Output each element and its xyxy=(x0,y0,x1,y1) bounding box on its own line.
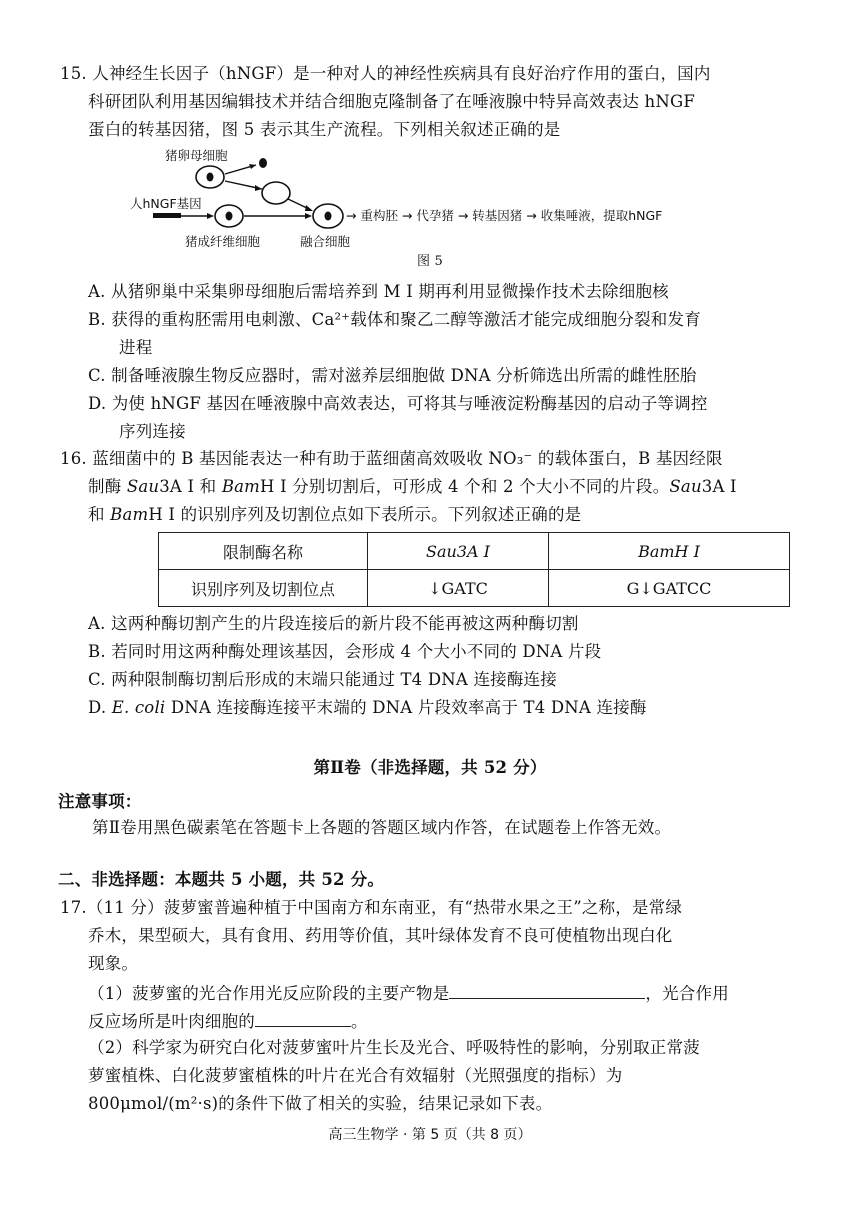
q15-option-b-line1: B. 获得的重构胚需用电刺激、Ca²⁺载体和聚乙二醇等激活才能完成细胞分裂和发育 xyxy=(88,310,701,329)
figure-5-production-flow xyxy=(110,146,800,256)
oocyte-nucleus xyxy=(207,173,214,182)
q16-stem-line2: 制酶 Sau3A Ⅰ 和 BamH Ⅰ 分别切割后，可形成 4 个和 2 个大小不同的片段。Sau3A Ⅰ xyxy=(88,477,737,496)
fused-nucleus xyxy=(325,212,332,221)
q15-option-d-line2: 序列连接 xyxy=(119,422,186,441)
enucleated-oocyte xyxy=(262,182,290,204)
q16-option-d: D. E. coli DNA 连接酶连接平末端的 DNA 片段效率高于 T4 DNA 连接酶 xyxy=(88,698,647,717)
table-header-cell: 限制酶名称 xyxy=(159,533,368,570)
q17-sub2-line3: 800μmol/(m²·s)的条件下做了相关的实验，结果记录如下表。 xyxy=(88,1094,553,1113)
answer-blank-2 xyxy=(255,1008,351,1027)
notice-label: 注意事项： xyxy=(58,792,142,811)
table-cell: 识别序列及切割位点 xyxy=(159,570,368,607)
q17-sub2-line1: （2）科学家为研究白化对菠萝蜜叶片生长及光合、呼吸特性的影响，分别取正常菠 xyxy=(88,1038,700,1057)
label-pig-fibroblast: 猪成纤维细胞 xyxy=(185,234,261,249)
q16-stem-line3: 和 BamH Ⅰ 的识别序列及切割位点如下表所示。下列叙述正确的是 xyxy=(88,505,582,524)
figure-caption: 图 5 xyxy=(416,254,443,269)
q17-stem-line2: 乔木，果型硕大，具有食用、药用等价值，其叶绿体发育不良可使植物出现白化 xyxy=(88,926,673,945)
restriction-enzyme-table xyxy=(158,532,790,607)
label-pig-oocyte: 猪卵母细胞 xyxy=(165,148,228,163)
label-fused-cell: 融合细胞 xyxy=(300,234,351,249)
fibroblast-nucleus xyxy=(226,212,233,221)
notice-text: 第Ⅱ卷用黑色碳素笔在答题卡上各题的答题区域内作答，在试题卷上作答无效。 xyxy=(92,818,672,837)
part-2-title: 二、非选择题：本题共 5 小题，共 52 分。 xyxy=(58,870,385,889)
table-header-cell: Sau3A Ⅰ xyxy=(368,533,549,570)
label-hngf-gene: 人hNGF基因 xyxy=(130,196,202,211)
q17-sub1-line2: 反应场所是叶肉细胞的 。 xyxy=(88,1008,368,1034)
hngf-gene-bar xyxy=(153,213,181,218)
q17-sub2-line2: 萝蜜植株、白化菠萝蜜植株的叶片在光合有效辐射（光照强度的指标）为 xyxy=(88,1066,623,1085)
q16-stem-line1: 16. 蓝细菌中的 B 基因能表达一种有助于蓝细菌高效吸收 NO₃⁻ 的载体蛋白，B 基因经限 xyxy=(60,449,723,468)
flow-sequence: → 重构胚 → 代孕猪 → 转基因猪 → 收集唾液，提取hNGF xyxy=(346,208,663,223)
q17-stem-line3: 现象。 xyxy=(88,954,139,973)
q16-option-b: B. 若同时用这两种酶处理该基因，会形成 4 个大小不同的 DNA 片段 xyxy=(88,642,602,661)
q17-sub1-line1: （1）菠萝蜜的光合作用光反应阶段的主要产物是 ，光合作用 xyxy=(88,980,729,1006)
removed-nucleus xyxy=(259,158,267,168)
q16-option-a: A. 这两种酶切割产生的片段连接后的新片段不能再被这两种酶切割 xyxy=(88,614,579,633)
q16-option-c: C. 两种限制酶切割后形成的末端只能通过 T4 DNA 连接酶连接 xyxy=(88,670,557,689)
table-row xyxy=(159,533,790,570)
table-cell: ↓GATC xyxy=(368,570,549,607)
q15-option-d-line1: D. 为使 hNGF 基因在唾液腺中高效表达，可将其与唾液淀粉酶基因的启动子等调控 xyxy=(88,394,708,413)
answer-blank-1 xyxy=(449,980,645,999)
q15-stem-line3: 蛋白的转基因猪，图 5 表示其生产流程。下列相关叙述正确的是 xyxy=(88,120,561,139)
table-header-cell: BamH Ⅰ xyxy=(549,533,790,570)
q15-option-c: C. 制备唾液腺生物反应器时，需对滋养层细胞做 DNA 分析筛选出所需的雌性胚胎 xyxy=(88,366,697,385)
table-cell: G↓GATCC xyxy=(549,570,790,607)
q15-option-b-line2: 进程 xyxy=(119,338,153,357)
q17-stem-line1: 17.（11 分）菠萝蜜普遍种植于中国南方和东南亚，有“热带水果之王”之称，是常绿 xyxy=(60,898,683,917)
table-row xyxy=(159,570,790,607)
q15-stem-line1: 15. 人神经生长因子（hNGF）是一种对人的神经性疾病具有良好治疗作用的蛋白，国内 xyxy=(60,64,711,83)
q15-stem-line2: 科研团队利用基因编辑技术并结合细胞克隆制备了在唾液腺中特异高效表达 hNGF xyxy=(88,92,696,111)
q15-option-a: A. 从猪卵巢中采集卵母细胞后需培养到 M Ⅰ 期再利用显微操作技术去除细胞核 xyxy=(88,282,669,301)
page-footer: 高三生物学 · 第 5 页（共 8 页） xyxy=(328,1127,532,1143)
section-2-title: 第Ⅱ卷（非选择题，共 52 分） xyxy=(313,758,547,777)
